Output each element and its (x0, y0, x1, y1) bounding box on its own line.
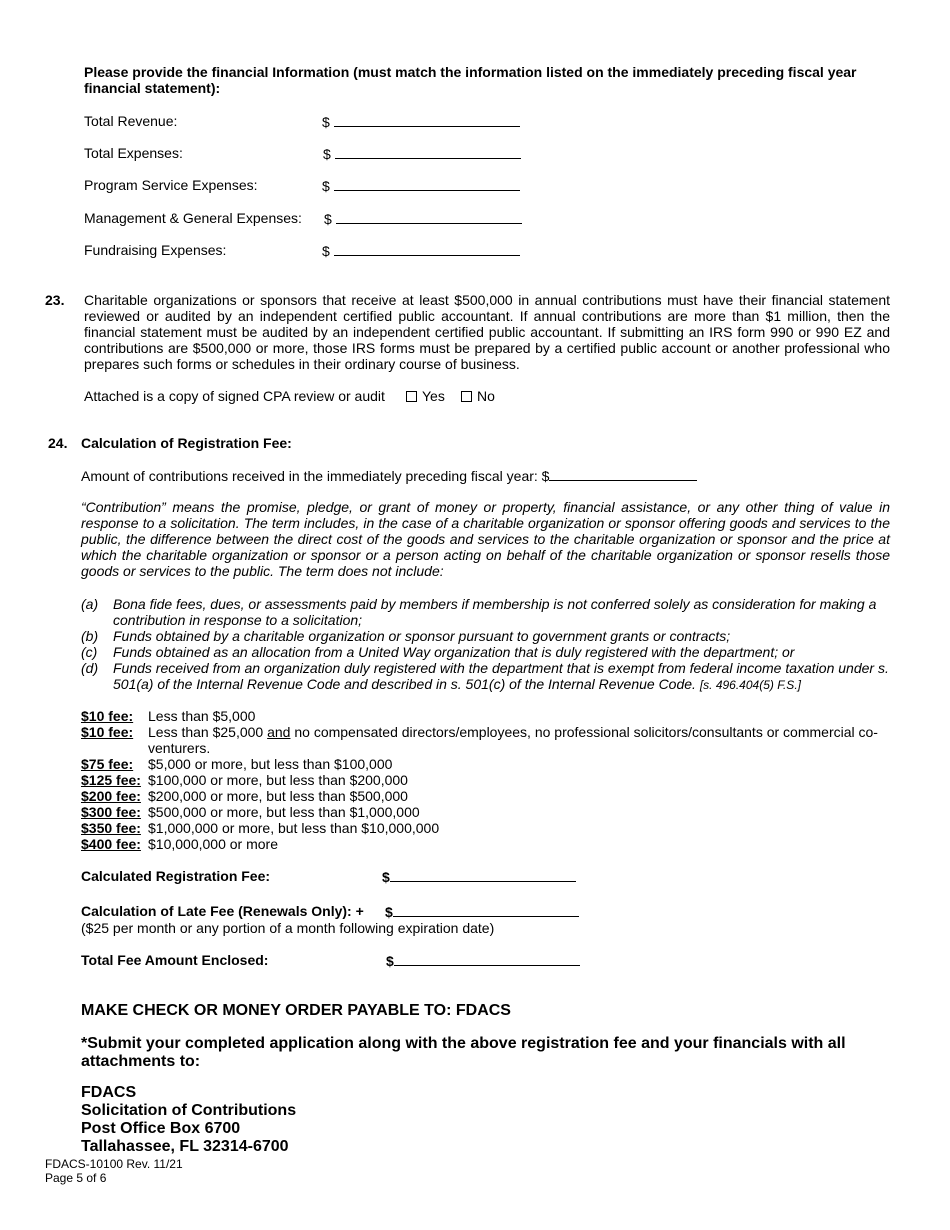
mailing-address (81, 1084, 296, 1156)
fundraising-expenses-label: Fundraising Expenses: (84, 242, 227, 258)
fee-row: $200 fee: $200,000 or more, but less than $500,000 (81, 788, 408, 804)
management-general-expenses-field[interactable]: $ (324, 210, 522, 227)
financial-intro: Please provide the financial Information (must match the information listed on the immediately preceding fiscal year financial statement): (84, 64, 857, 96)
total-expenses-label: Total Expenses: (84, 145, 183, 161)
fee-row: $10 fee: Less than $25,000 and no compensated directors/employees, no professional solicitors/consultants or commercial co-venturers. (81, 724, 878, 756)
exclusion-a: (a) Bona fide fees, dues, or assessments paid by members if membership is not conferred solely as consideration for making a contribution in response to a solicitation; (81, 596, 877, 628)
question-23-number: 23. (45, 292, 65, 308)
address-line: Tallahassee, FL 32314-6700 (81, 1138, 289, 1155)
fee-row: $350 fee: $1,000,000 or more, but less than $10,000,000 (81, 820, 440, 836)
fee-row: $300 fee: $500,000 or more, but less than $1,000,000 (81, 804, 420, 820)
contributions-amount-field[interactable]: Amount of contributions received in the immediately preceding fiscal year: $ (81, 467, 697, 484)
exclusion-d: (d) Funds received from an organization duly registered with the department that is exempt from federal income taxation under s. 501(a) of the Internal Revenue Code and described in s. 501(c) of the Internal Revenue Code. [s. 496.404(5) F.S.] (81, 660, 889, 692)
total-fee-field[interactable]: $ (386, 952, 580, 969)
fee-row: $125 fee: $100,000 or more, but less than $200,000 (81, 772, 408, 788)
calculated-fee-field[interactable]: $ (382, 868, 576, 885)
exclusion-b: (b) Funds obtained by a charitable organization or sponsor pursuant to government grants or contracts; (81, 628, 731, 644)
form-id: FDACS-10100 Rev. 11/21 (45, 1157, 183, 1171)
question-24-number: 24. (48, 435, 68, 451)
fee-row: $400 fee: $10,000,000 or more (81, 836, 278, 852)
late-fee-field[interactable]: $ (385, 903, 579, 920)
page-number: Page 5 of 6 (45, 1171, 107, 1185)
cpa-yes-option[interactable]: Yes (406, 388, 445, 404)
address-line: Post Office Box 6700 (81, 1120, 241, 1137)
payable-to: MAKE CHECK OR MONEY ORDER PAYABLE TO: FDACS (81, 1002, 511, 1019)
total-expenses-field[interactable]: $ (323, 145, 521, 162)
total-fee-label: Total Fee Amount Enclosed: (81, 952, 269, 968)
question-23-text: Charitable organizations or sponsors that receive at least $500,000 in annual contributions must have their financial statement reviewed or audited by an independent certified public accountant. If annual contributions are more than $1 million, then the financial statement must be audited by an independent certified public accountant. If submitting an IRS form 990 or 990 EZ and contributions are $500,000 or more, those IRS forms must be prepared by a certified public account or another professional who prepares such forms or schedules in their ordinary course of business. (84, 292, 890, 372)
fundraising-expenses-field[interactable]: $ (322, 242, 520, 259)
contribution-definition: “Contribution” means the promise, pledge, or grant of money or property, financial assistance, or any other thing of value in response to a solicitation. The term includes, in the case of a charitable organization or sponsor offering goods and services to the public, the difference between the direct cost of the goods and services to the charitable organization or sponsor and the price at which the charitable organization or sponsor or a person acting on behalf of the charitable organization or sponsor resells those goods or services to the public. The term does not include: (81, 499, 890, 579)
late-fee-note: ($25 per month or any portion of a month following expiration date) (81, 920, 495, 936)
submit-instructions: *Submit your completed application along with the above registration fee and your financials with all attachments to: (81, 1035, 846, 1070)
statute-citation: [s. 496.404(5) F.S.] (699, 678, 801, 692)
fee-row: $10 fee: Less than $5,000 (81, 708, 256, 724)
total-revenue-label: Total Revenue: (84, 113, 178, 129)
no-checkbox[interactable] (461, 391, 472, 402)
cpa-no-option[interactable]: No (461, 388, 495, 404)
yes-checkbox[interactable] (406, 391, 417, 402)
question-24-title: Calculation of Registration Fee: (81, 435, 292, 451)
form-footer (45, 1157, 183, 1185)
cpa-attached-label: Attached is a copy of signed CPA review or audit (84, 388, 385, 404)
calculated-fee-label: Calculated Registration Fee: (81, 868, 271, 884)
management-general-expenses-label: Management & General Expenses: (84, 210, 302, 226)
program-service-expenses-label: Program Service Expenses: (84, 177, 258, 193)
total-revenue-field[interactable]: $ (322, 113, 520, 130)
fee-row: $75 fee: $5,000 or more, but less than $100,000 (81, 756, 393, 772)
late-fee-label: Calculation of Late Fee (Renewals Only): + (81, 903, 364, 919)
address-line: Solicitation of Contributions (81, 1102, 297, 1119)
address-line: FDACS (81, 1084, 137, 1101)
program-service-expenses-field[interactable]: $ (322, 177, 520, 194)
exclusion-c: (c) Funds obtained as an allocation from a United Way organization that is duly registered with the department; or (81, 644, 795, 660)
